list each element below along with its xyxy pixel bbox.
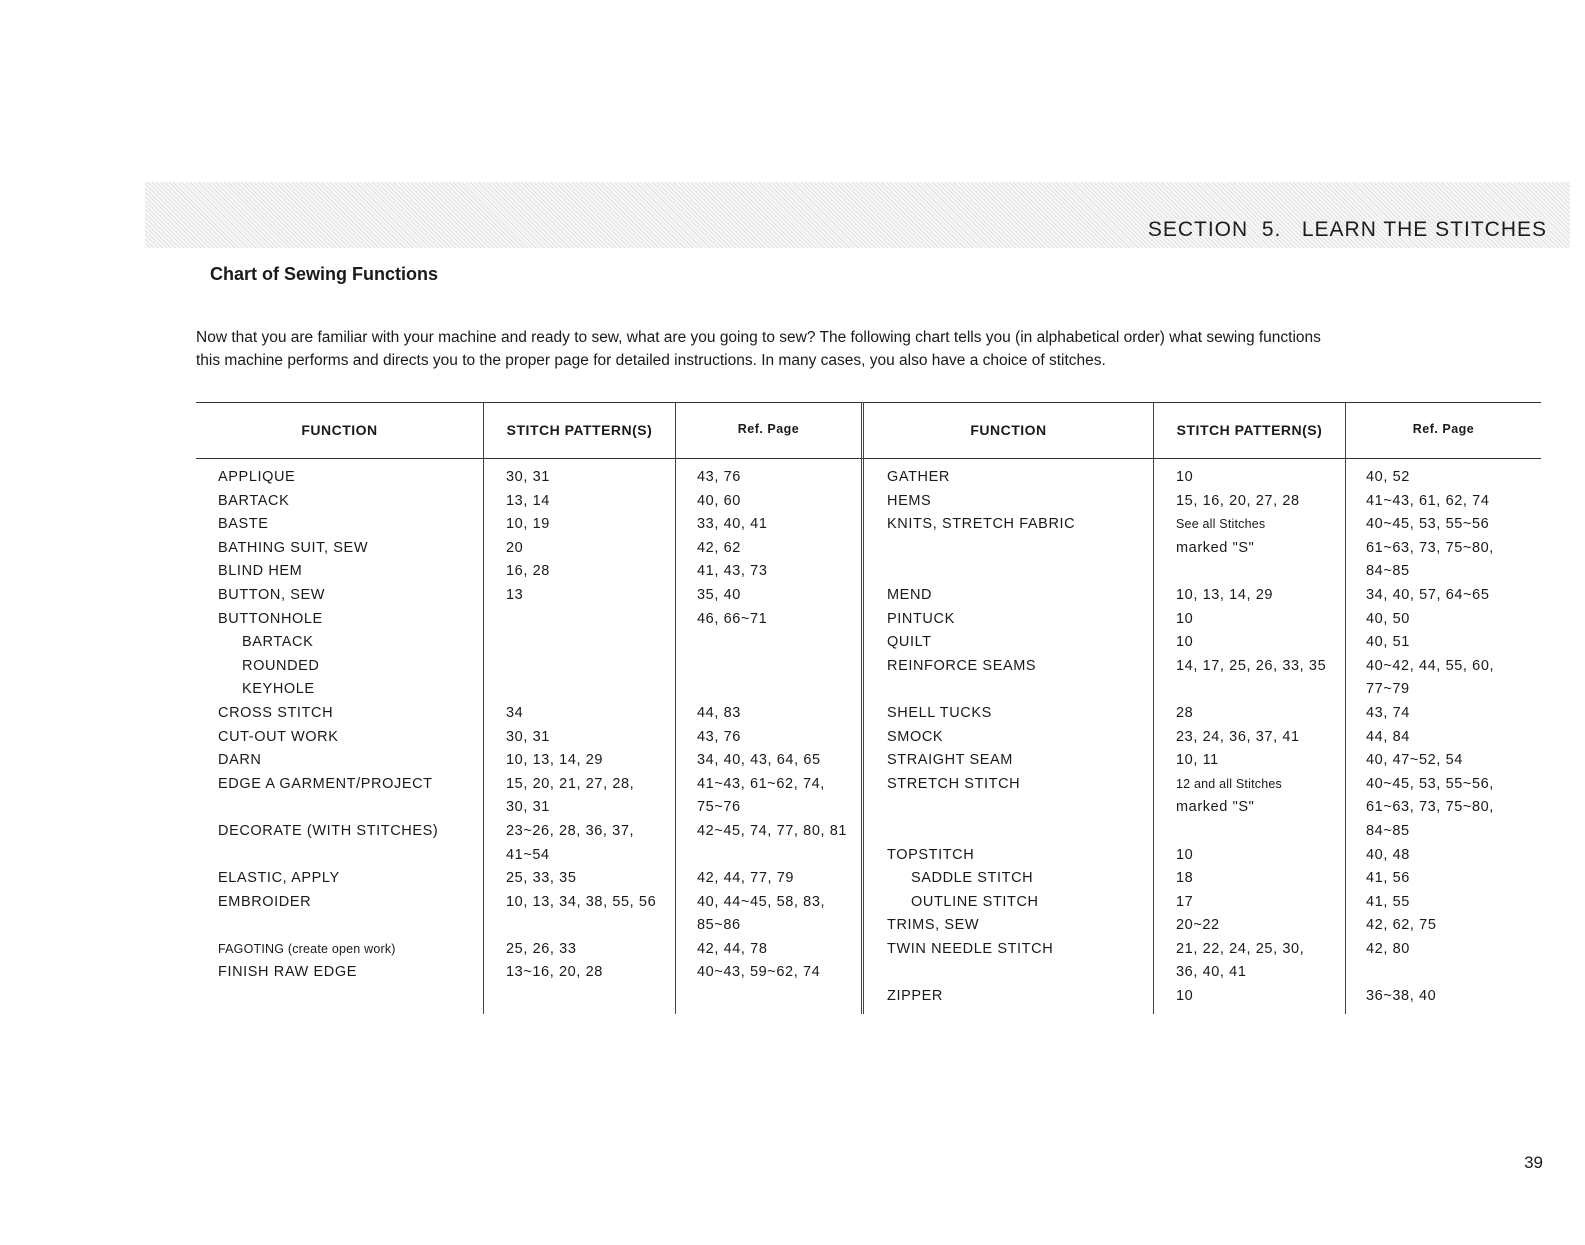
- intro-paragraph: [196, 326, 1536, 372]
- left-ref-cell: 40~43, 59~62, 74: [697, 964, 821, 981]
- left-ref-cell: 35, 40: [697, 586, 741, 603]
- right-stitch-cell: [1176, 678, 1326, 702]
- left-function-cell: [218, 844, 438, 868]
- left-stitch-cell: [506, 608, 656, 632]
- left-function-cell: ROUNDED: [242, 657, 320, 674]
- left-ref-cell: [697, 655, 847, 679]
- header-ref-right: Ref. Page: [1412, 422, 1475, 436]
- left-stitch-cell: 13: [506, 586, 524, 603]
- left-stitch-cell: [506, 631, 656, 655]
- left-stitch-cell: 25, 33, 35: [506, 870, 577, 887]
- left-ref-cell: [697, 844, 847, 868]
- left-stitch-cell: 16, 28: [506, 563, 550, 580]
- left-function-cell: CROSS STITCH: [218, 704, 334, 721]
- right-ref-cell: 43, 74: [1366, 704, 1410, 721]
- left-function-cell: [218, 796, 438, 820]
- intro-line-2: this machine performs and directs you to the proper page for detailed instructions. In many cases, you also have a choice of stitches.: [196, 352, 1106, 369]
- right-ref-cell: 42, 62, 75: [1366, 917, 1437, 934]
- right-ref-cell: 40~45, 53, 55~56,: [1366, 775, 1494, 792]
- right-ref-cell: 77~79: [1366, 681, 1410, 698]
- right-stitch-cell: 15, 16, 20, 27, 28: [1176, 492, 1300, 509]
- left-stitch-cell: [506, 655, 656, 679]
- column-divider: [1153, 402, 1154, 1014]
- right-ref-cell: 40~42, 44, 55, 60,: [1366, 657, 1495, 674]
- table-top-rule: [196, 402, 1541, 403]
- right-function-cell: STRETCH STITCH: [887, 775, 1021, 792]
- left-ref-cell: 85~86: [697, 917, 741, 934]
- right-stitch-cell: 10, 11: [1176, 752, 1219, 769]
- right-stitch-cell: 21, 22, 24, 25, 30,: [1176, 940, 1305, 957]
- right-function-cell: HEMS: [887, 492, 932, 509]
- right-stitch-column: [1176, 466, 1326, 1009]
- right-function-cell: [887, 678, 1075, 702]
- right-ref-cell: 40, 50: [1366, 610, 1410, 627]
- left-function-cell: DARN: [218, 752, 262, 769]
- left-ref-cell: 34, 40, 43, 64, 65: [697, 752, 821, 769]
- right-ref-cell: 84~85: [1366, 563, 1410, 580]
- right-function-cell: PINTUCK: [887, 610, 955, 627]
- header-function-right: FUNCTION: [970, 422, 1047, 438]
- right-stitch-cell: See all Stitches: [1176, 517, 1266, 532]
- right-ref-cell: 44, 84: [1366, 728, 1410, 745]
- left-function-cell: DECORATE (WITH STITCHES): [218, 822, 439, 839]
- right-stitch-cell: 10: [1176, 469, 1194, 485]
- left-stitch-cell: 20: [506, 539, 524, 556]
- left-ref-cell: 42, 44, 77, 79: [697, 870, 795, 887]
- left-function-cell: EMBROIDER: [218, 893, 312, 910]
- left-ref-cell: 42, 44, 78: [697, 940, 768, 957]
- left-function-column: [218, 466, 438, 985]
- left-stitch-cell: [506, 914, 656, 938]
- right-stitch-cell: 10, 13, 14, 29: [1176, 586, 1274, 603]
- right-ref-cell: 36~38, 40: [1366, 988, 1437, 1005]
- right-stitch-cell: [1176, 560, 1326, 584]
- left-function-cell: BASTE: [218, 516, 269, 533]
- left-ref-cell: 43, 76: [697, 728, 741, 745]
- right-stitch-cell: 10: [1176, 634, 1194, 651]
- right-ref-cell: 84~85: [1366, 822, 1410, 839]
- left-stitch-cell: 30, 31: [506, 728, 550, 745]
- left-ref-cell: 40, 44~45, 58, 83,: [697, 893, 826, 910]
- right-function-cell: MEND: [887, 586, 933, 603]
- left-function-cell: APPLIQUE: [218, 469, 296, 485]
- right-function-column: [887, 466, 1075, 1009]
- right-ref-column: [1366, 466, 1494, 1009]
- right-function-cell: REINFORCE SEAMS: [887, 657, 1037, 674]
- right-stitch-cell: 23, 24, 36, 37, 41: [1176, 728, 1300, 745]
- left-function-cell: FAGOTING (create open work): [218, 941, 396, 956]
- left-function-cell: [218, 914, 438, 938]
- left-stitch-cell: 41~54: [506, 846, 550, 863]
- left-stitch-cell: 34: [506, 704, 524, 721]
- right-stitch-cell: 10: [1176, 846, 1194, 863]
- left-function-cell: BARTACK: [218, 492, 290, 509]
- right-ref-cell: 41~43, 61, 62, 74: [1366, 492, 1490, 509]
- right-function-cell: TRIMS, SEW: [887, 917, 980, 934]
- right-stitch-cell: 18: [1176, 870, 1194, 887]
- left-function-cell: ELASTIC, APPLY: [218, 870, 340, 887]
- left-function-cell: BUTTONHOLE: [218, 610, 323, 627]
- right-function-cell: OUTLINE STITCH: [911, 893, 1039, 910]
- left-stitch-cell: 10, 13, 14, 29: [506, 752, 604, 769]
- right-function-cell: GATHER: [887, 469, 950, 485]
- left-ref-cell: [697, 678, 847, 702]
- right-ref-cell: 41, 56: [1366, 870, 1410, 887]
- right-ref-cell: 61~63, 73, 75~80,: [1366, 799, 1494, 816]
- right-ref-cell: 40, 48: [1366, 846, 1410, 863]
- left-stitch-cell: 30, 31: [506, 469, 550, 485]
- left-ref-cell: 41~43, 61~62, 74,: [697, 775, 825, 792]
- left-ref-cell: 42~45, 74, 77, 80, 81: [697, 822, 848, 839]
- right-stitch-cell: 10: [1176, 610, 1194, 627]
- left-ref-column: [697, 466, 847, 985]
- right-stitch-cell: 28: [1176, 704, 1194, 721]
- right-ref-cell: 40, 52: [1366, 469, 1410, 485]
- left-function-cell: BARTACK: [242, 634, 314, 651]
- header-function-left: FUNCTION: [301, 422, 378, 438]
- right-function-cell: [887, 961, 1075, 985]
- right-function-cell: ZIPPER: [887, 988, 943, 1005]
- left-ref-cell: 33, 40, 41: [697, 516, 768, 533]
- left-function-cell: BLIND HEM: [218, 563, 303, 580]
- right-function-cell: [887, 537, 1075, 561]
- right-ref-cell: [1366, 961, 1494, 985]
- left-stitch-cell: 13~16, 20, 28: [506, 964, 603, 981]
- left-ref-cell: 42, 62: [697, 539, 741, 556]
- left-function-cell: FINISH RAW EDGE: [218, 964, 357, 981]
- right-ref-cell: 34, 40, 57, 64~65: [1366, 586, 1490, 603]
- right-stitch-cell: marked "S": [1176, 539, 1255, 556]
- right-stitch-cell: [1176, 820, 1326, 844]
- right-function-cell: STRAIGHT SEAM: [887, 752, 1013, 769]
- right-ref-cell: 40~45, 53, 55~56: [1366, 516, 1490, 533]
- header-stitch-left: STITCH PATTERN(S): [506, 422, 653, 438]
- left-ref-cell: 44, 83: [697, 704, 741, 721]
- right-function-cell: TOPSTITCH: [887, 846, 975, 863]
- intro-line-1: Now that you are familiar with your machine and ready to sew, what are you going to sew? The following chart tells you (in alphabetical order) what sewing functions: [196, 329, 1321, 346]
- left-stitch-cell: 13, 14: [506, 492, 550, 509]
- left-stitch-cell: 23~26, 28, 36, 37,: [506, 822, 635, 839]
- left-ref-cell: 75~76: [697, 799, 741, 816]
- right-function-cell: [887, 796, 1075, 820]
- right-stitch-cell: 36, 40, 41: [1176, 964, 1247, 981]
- left-ref-cell: 41, 43, 73: [697, 563, 768, 580]
- right-function-cell: QUILT: [887, 634, 932, 651]
- left-ref-cell: 40, 60: [697, 492, 741, 509]
- left-stitch-cell: 10, 19: [506, 516, 550, 533]
- left-ref-cell: [697, 631, 847, 655]
- right-stitch-cell: 17: [1176, 893, 1194, 910]
- left-function-cell: KEYHOLE: [242, 681, 315, 698]
- right-function-cell: [887, 820, 1075, 844]
- left-function-cell: EDGE A GARMENT/PROJECT: [218, 775, 433, 792]
- table-header-rule: [196, 458, 1541, 459]
- left-function-cell: BATHING SUIT, SEW: [218, 539, 369, 556]
- right-function-cell: SHELL TUCKS: [887, 704, 992, 721]
- right-function-cell: TWIN NEEDLE STITCH: [887, 940, 1054, 957]
- right-ref-cell: 41, 55: [1366, 893, 1410, 910]
- left-stitch-cell: 25, 26, 33: [506, 940, 577, 957]
- column-divider: [1345, 402, 1346, 1014]
- left-function-cell: BUTTON, SEW: [218, 586, 326, 603]
- right-ref-cell: 40, 47~52, 54: [1366, 752, 1463, 769]
- right-function-cell: SMOCK: [887, 728, 944, 745]
- center-double-divider: [861, 402, 864, 1014]
- right-function-cell: [887, 560, 1075, 584]
- left-function-cell: CUT-OUT WORK: [218, 728, 339, 745]
- section-title: SECTION 5. LEARN THE STITCHES: [1147, 218, 1547, 241]
- left-ref-cell: 43, 76: [697, 469, 741, 485]
- right-stitch-cell: 12 and all Stitches: [1176, 776, 1282, 791]
- right-function-cell: KNITS, STRETCH FABRIC: [887, 516, 1076, 533]
- left-stitch-cell: 15, 20, 21, 27, 28,: [506, 775, 635, 792]
- left-stitch-cell: 30, 31: [506, 799, 550, 816]
- left-stitch-column: [506, 466, 656, 985]
- right-ref-cell: 61~63, 73, 75~80,: [1366, 539, 1494, 556]
- left-ref-cell: 46, 66~71: [697, 610, 768, 627]
- left-stitch-cell: 10, 13, 34, 38, 55, 56: [506, 893, 657, 910]
- header-ref-left: Ref. Page: [737, 422, 800, 436]
- right-ref-cell: 42, 80: [1366, 940, 1410, 957]
- right-stitch-cell: 20~22: [1176, 917, 1220, 934]
- column-divider: [483, 402, 484, 1014]
- right-stitch-cell: 10: [1176, 988, 1194, 1005]
- chart-heading: Chart of Sewing Functions: [210, 264, 438, 284]
- right-function-cell: SADDLE STITCH: [911, 870, 1034, 887]
- right-ref-cell: 40, 51: [1366, 634, 1410, 651]
- right-stitch-cell: 14, 17, 25, 26, 33, 35: [1176, 657, 1327, 674]
- left-stitch-cell: [506, 678, 656, 702]
- column-divider: [675, 402, 676, 1014]
- right-stitch-cell: marked "S": [1176, 799, 1255, 816]
- header-stitch-right: STITCH PATTERN(S): [1176, 422, 1323, 438]
- page-number: 39: [1524, 1153, 1543, 1172]
